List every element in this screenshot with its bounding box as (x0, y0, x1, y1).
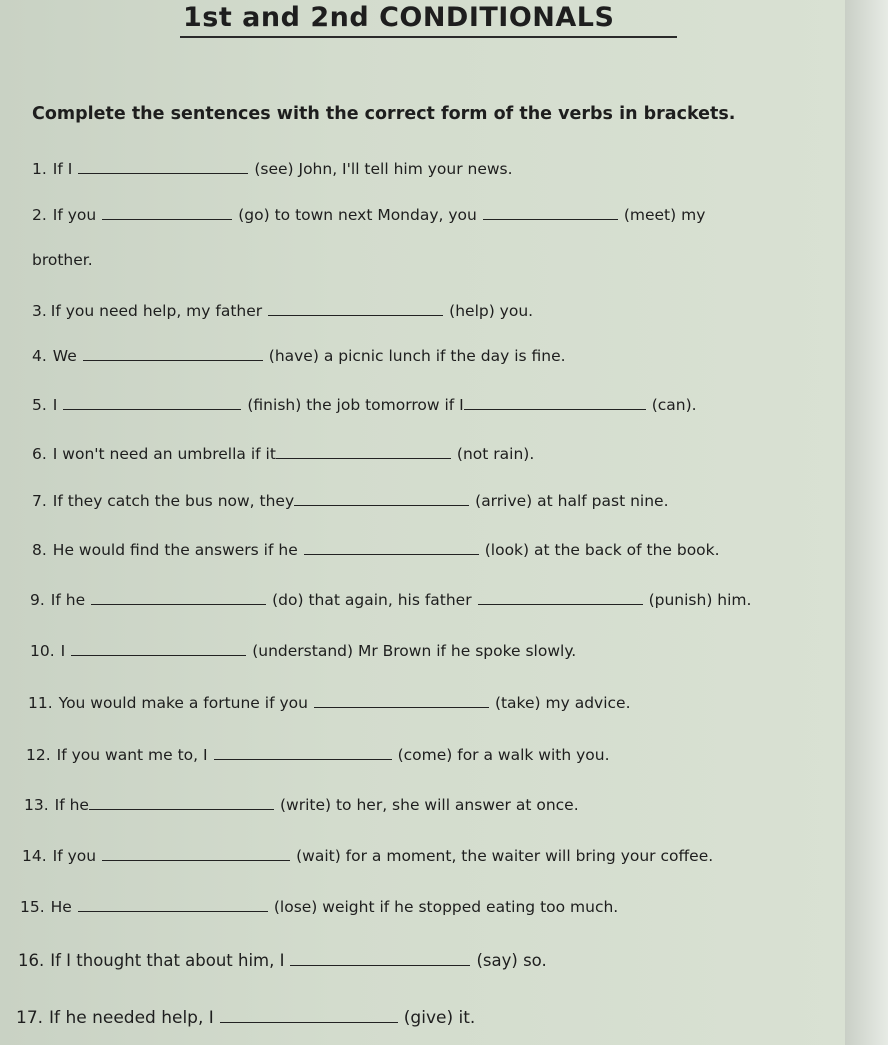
question-text: I won't need an umbrella if it (52, 445, 276, 463)
question-number: 1. (32, 160, 47, 178)
question-4 (32, 347, 566, 365)
question-number: 11. (28, 694, 53, 712)
question-text: If you need help, my father (50, 302, 263, 320)
question-number: 12. (26, 746, 51, 764)
question-text: (finish) the job tomorrow if I (247, 396, 464, 414)
question-text: If I (52, 160, 73, 178)
question-text: (go) to town next Monday, you (238, 206, 477, 224)
question-number: 10. (30, 642, 55, 660)
question-text: (say) so. (476, 951, 547, 970)
question-number: 8. (32, 541, 47, 559)
answer-blank[interactable] (78, 910, 268, 912)
question-text: If he needed help, I (49, 1008, 214, 1028)
question-number: 16. (18, 951, 45, 970)
question-5 (32, 396, 697, 414)
question-text: He (50, 898, 72, 916)
answer-blank[interactable] (268, 314, 443, 316)
question-number: 15. (20, 898, 45, 916)
answer-blank[interactable] (83, 359, 263, 361)
question-text: I (60, 642, 66, 660)
answer-blank[interactable] (78, 172, 248, 174)
answer-blank[interactable] (89, 808, 274, 810)
question-number: 14. (22, 847, 47, 865)
answer-blank[interactable] (483, 218, 618, 220)
answer-blank[interactable] (290, 964, 470, 966)
question-number: 5. (32, 396, 47, 414)
question-text: We (52, 347, 77, 365)
question-12 (26, 746, 610, 764)
question-text: (meet) my (623, 206, 706, 224)
answer-blank[interactable] (63, 408, 241, 410)
question-text: If you (52, 847, 97, 865)
background-edge (845, 0, 888, 1045)
answer-blank[interactable] (220, 1021, 398, 1023)
question-11 (28, 694, 631, 712)
question-3 (32, 302, 533, 320)
question-1 (32, 160, 513, 178)
question-number: 17. (16, 1008, 44, 1028)
question-9 (30, 591, 751, 609)
question-2-continuation (32, 251, 93, 269)
question-text: brother. (32, 251, 93, 269)
question-number: 13. (24, 796, 49, 814)
question-text: (take) my advice. (494, 694, 631, 712)
question-17 (16, 1008, 475, 1028)
question-text: (write) to her, she will answer at once. (279, 796, 579, 814)
question-text: (arrive) at half past nine. (475, 492, 669, 510)
question-7 (32, 492, 669, 510)
question-text: If I thought that about him, I (50, 951, 285, 970)
answer-blank[interactable] (214, 758, 392, 760)
question-text: (look) at the back of the book. (484, 541, 720, 559)
question-number: 2. (32, 206, 47, 224)
question-text: (can). (651, 396, 697, 414)
question-13 (24, 796, 579, 814)
question-text: (wait) for a moment, the waiter will bring your coffee. (296, 847, 714, 865)
question-text: If you (52, 206, 97, 224)
question-text: (see) John, I'll tell him your news. (254, 160, 513, 178)
question-text: (come) for a walk with you. (397, 746, 610, 764)
question-10 (30, 642, 576, 660)
question-text: (have) a picnic lunch if the day is fine. (268, 347, 566, 365)
question-text: (understand) Mr Brown if he spoke slowly. (252, 642, 577, 660)
answer-blank[interactable] (71, 654, 246, 656)
answer-blank[interactable] (478, 603, 643, 605)
question-2 (32, 206, 705, 224)
question-8 (32, 541, 720, 559)
question-text: (lose) weight if he stopped eating too much. (273, 898, 619, 916)
answer-blank[interactable] (304, 553, 479, 555)
answer-blank[interactable] (276, 457, 451, 459)
instructions: Complete the sentences with the correct form of the verbs in brackets. (32, 104, 736, 124)
title-underline (180, 36, 677, 38)
answer-blank[interactable] (102, 218, 232, 220)
question-text: He would find the answers if he (52, 541, 298, 559)
answer-blank[interactable] (91, 603, 266, 605)
question-text: If they catch the bus now, they (52, 492, 295, 510)
answer-blank[interactable] (464, 408, 646, 410)
question-number: 6. (32, 445, 47, 463)
question-text: If you want me to, I (56, 746, 208, 764)
question-text: (punish) him. (648, 591, 752, 609)
question-15 (20, 898, 618, 916)
question-number: 3. (32, 302, 47, 320)
question-text: You would make a fortune if you (58, 694, 308, 712)
question-text: If he (54, 796, 89, 814)
answer-blank[interactable] (294, 504, 469, 506)
question-text: I (52, 396, 58, 414)
question-14 (22, 847, 713, 865)
question-6 (32, 445, 534, 463)
question-number: 9. (30, 591, 45, 609)
answer-blank[interactable] (314, 706, 489, 708)
page-title: 1st and 2nd CONDITIONALS (183, 2, 615, 33)
question-text: If he (50, 591, 86, 609)
question-number: 7. (32, 492, 47, 510)
answer-blank[interactable] (102, 859, 290, 861)
question-text: (do) that again, his father (272, 591, 472, 609)
question-text: (not rain). (456, 445, 535, 463)
question-16 (18, 951, 547, 970)
question-number: 4. (32, 347, 47, 365)
question-text: (help) you. (449, 302, 534, 320)
question-text: (give) it. (403, 1008, 476, 1028)
